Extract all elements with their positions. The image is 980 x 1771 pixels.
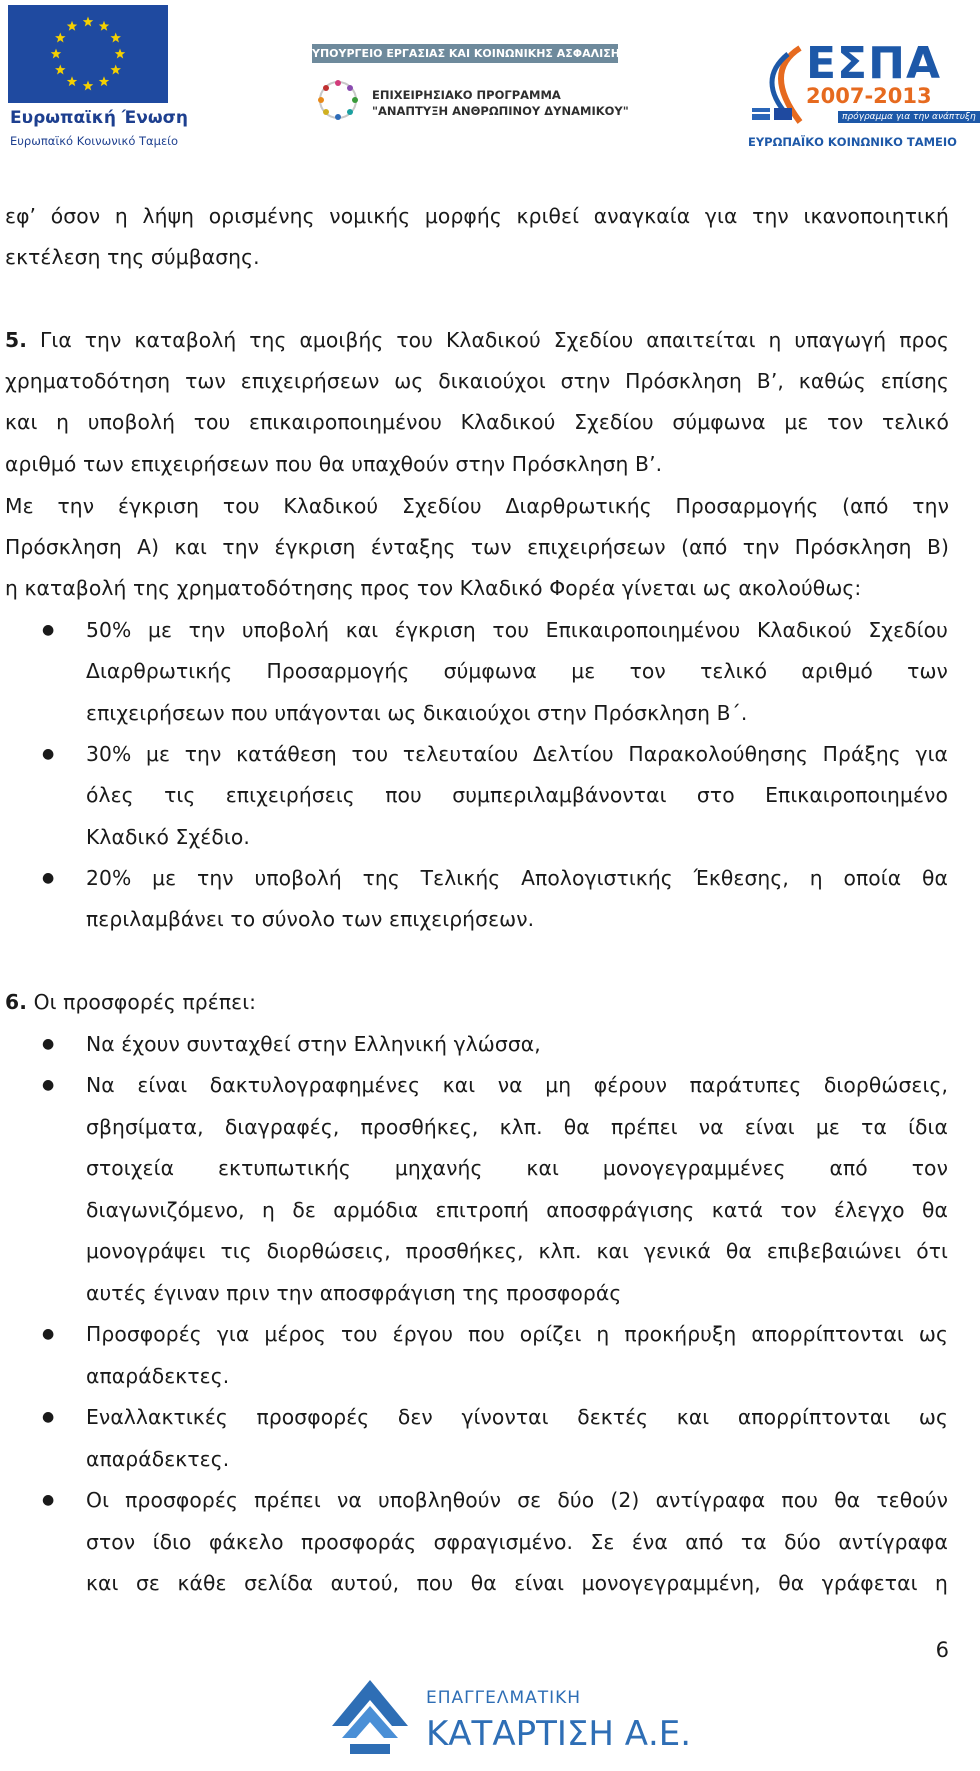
bullet-line: απαράδεκτες.: [86, 1364, 230, 1388]
bullet-line: Εναλλακτικές προσφορές δεν γίνονται δεκτές και απορρίπτονται ως: [86, 1405, 948, 1429]
bullet-marker: ●: [42, 1077, 55, 1093]
bullet-line: Να έχουν συνταχθεί στην Ελληνική γλώσσα,: [86, 1032, 541, 1056]
eu-flag-icon: [8, 5, 168, 103]
ministry-program-line1: ΕΠΙΧΕΙΡΗΣΙΑΚΟ ΠΡΟΓΡΑΜΜΑ: [372, 88, 561, 102]
espa-years: 2007-2013: [806, 84, 932, 108]
bullet-line: διαγωνιζόμενο, η δε αρμόδια επιτροπή αποσφράγισης κατά τον έλεγχο θα: [86, 1198, 948, 1222]
footer-logo-line1: ΕΠΑΓΓΕΛΜΑΤΙΚΗ: [426, 1688, 582, 1708]
espa-arcs-icon: [748, 42, 806, 128]
bullet-line: και σε κάθε σελίδα αυτού, που θα είναι μονογεγραμμένη, θα γράφεται η: [86, 1571, 948, 1595]
section5-text: Για την καταβολή της αμοιβής του Κλαδικού Σχεδίου απαιτείται η υπαγωγή προς: [27, 328, 949, 352]
human-figures-emblem-icon: [316, 78, 360, 122]
section5-line: και η υποβολή του επικαιροποιημένου Κλαδικού Σχεδίου σύμφωνα με τον τελικό: [5, 410, 949, 434]
bullet-line: στον ίδιο φάκελο προσφοράς σφραγισμένο. Σε ένα από τα δύο αντίγραφα: [86, 1530, 948, 1554]
bullet-marker: ●: [42, 1409, 55, 1425]
bullet-marker: ●: [42, 622, 55, 638]
section6-heading-text: Οι προσφορές πρέπει:: [27, 990, 257, 1014]
bullet-line: 30% με την κατάθεση του τελευταίου Δελτίου Παρακολούθησης Πράξης για: [86, 742, 948, 766]
bullet-line: μονογράψει τις διορθώσεις, προσθήκες, κλπ. και γενικά θα επιβεβαιώνει ότι: [86, 1239, 948, 1263]
vocational-training-mark-icon: [322, 1666, 418, 1762]
ministry-program-line2: "ΑΝΑΠΤΥΞΗ ΑΝΘΡΩΠΙΝΟΥ ΔΥΝΑΜΙΚΟΥ": [372, 104, 629, 118]
bullet-line: επιχειρήσεων που υπάγονται ως δικαιούχοι στην Πρόσκληση Β΄.: [86, 701, 748, 725]
bullet-marker: ●: [42, 1492, 55, 1508]
section5-number: 5.: [5, 328, 28, 352]
bullet-line: περιλαμβάνει το σύνολο των επιχειρήσεων.: [86, 907, 535, 931]
section5-line: αριθμό των επιχειρήσεων που θα υπαχθούν στην Πρόσκληση Β’.: [5, 452, 663, 476]
espa-tagline: πρόγραμμα για την ανάπτυξη: [838, 111, 980, 123]
bullet-line: όλες τις επιχειρήσεις που συμπεριλαμβάνονται στο Επικαιροποιημένο: [86, 783, 948, 807]
bullet-line: 50% με την υποβολή και έγκριση του Επικαιροποιημένου Κλαδικού Σχεδίου: [86, 618, 948, 642]
bullet-line: απαράδεκτες.: [86, 1447, 230, 1471]
bullet-line: 20% με την υποβολή της Τελικής Απολογιστικής Έκθεσης, η οποία θα: [86, 866, 948, 890]
bullet-line: Οι προσφορές πρέπει να υποβληθούν σε δύο (2) αντίγραφα που θα τεθούν: [86, 1488, 948, 1512]
bullet-marker: ●: [42, 1326, 55, 1342]
section5-para2-line: Πρόσκληση Α) και την έγκριση ένταξης των επιχειρήσεων (από την Πρόσκληση Β): [5, 535, 949, 559]
bullet-line: στοιχεία εκτυπωτικής μηχανής και μονογεγραμμένες από τον: [86, 1156, 948, 1180]
section5-line: χρηματοδότηση των επιχειρήσεων ως δικαιούχοι στην Πρόσκληση Β’, καθώς επίσης: [5, 369, 949, 393]
bullet-line: σβησίματα, διαγραφές, προσθήκες, κλπ. θα πρέπει να είναι με τα ίδια: [86, 1115, 948, 1139]
bullet-line: Προσφορές για μέρος του έργου που ορίζει η προκήρυξη απορρίπτονται ως: [86, 1322, 948, 1346]
section5-para2-line: Με την έγκριση του Κλαδικού Σχεδίου Διαρθρωτικής Προσαρμογής (από την: [5, 494, 949, 518]
bullet-marker: ●: [42, 870, 55, 886]
section5-line: [5, 320, 949, 361]
bullet-line: Να είναι δακτυλογραφημένες και να μη φέρουν παράτυπες διορθώσεις,: [86, 1073, 948, 1097]
page-number: 6: [935, 1638, 949, 1662]
espa-footer: ΕΥΡΩΠΑΪΚΟ ΚΟΙΝΩΝΙΚΟ ΤΑΜΕΙΟ: [748, 135, 957, 149]
section5-para2-line: η καταβολή της χρηματοδότησης προς τον Κλαδικό Φορέα γίνεται ως ακολούθως:: [5, 576, 862, 600]
espa-title: ΕΣΠΑ: [806, 38, 941, 89]
bullet-line: Διαρθρωτικής Προσαρμογής σύμφωνα με τον τελικό αριθμό των: [86, 659, 948, 683]
footer-logo: [322, 1666, 692, 1771]
ministry-logo: [312, 44, 629, 154]
bullet-line: Κλαδικό Σχέδιο.: [86, 825, 250, 849]
ministry-name-bar: ΥΠΟΥΡΓΕΙΟ ΕΡΓΑΣΙΑΣ ΚΑΙ ΚΟΙΝΩΝΙΚΗΣ ΑΣΦΑΛΙΣΗΣ: [312, 44, 618, 63]
espa-logo: [748, 38, 976, 158]
footer-logo-line2: ΚΑΤΑΡΤΙΣΗ Α.Ε.: [426, 1714, 692, 1754]
eu-logo-title: Ευρωπαϊκή Ένωση: [10, 108, 188, 128]
intro-line: εκτέλεση της σύμβασης.: [5, 245, 260, 269]
eu-logo: [8, 5, 188, 153]
section6-heading: [5, 982, 949, 1023]
intro-line: εφ’ όσον η λήψη ορισμένης νομικής μορφής κριθεί αναγκαία για την ικανοποιητική: [5, 204, 949, 228]
bullet-marker: ●: [42, 746, 55, 762]
eu-logo-subtitle: Ευρωπαϊκό Κοινωνικό Ταμείο: [10, 134, 179, 148]
bullet-line: αυτές έγιναν πριν την αποσφράγιση της προσφοράς: [86, 1281, 622, 1305]
section6-number: 6.: [5, 990, 28, 1014]
bullet-marker: ●: [42, 1036, 55, 1052]
